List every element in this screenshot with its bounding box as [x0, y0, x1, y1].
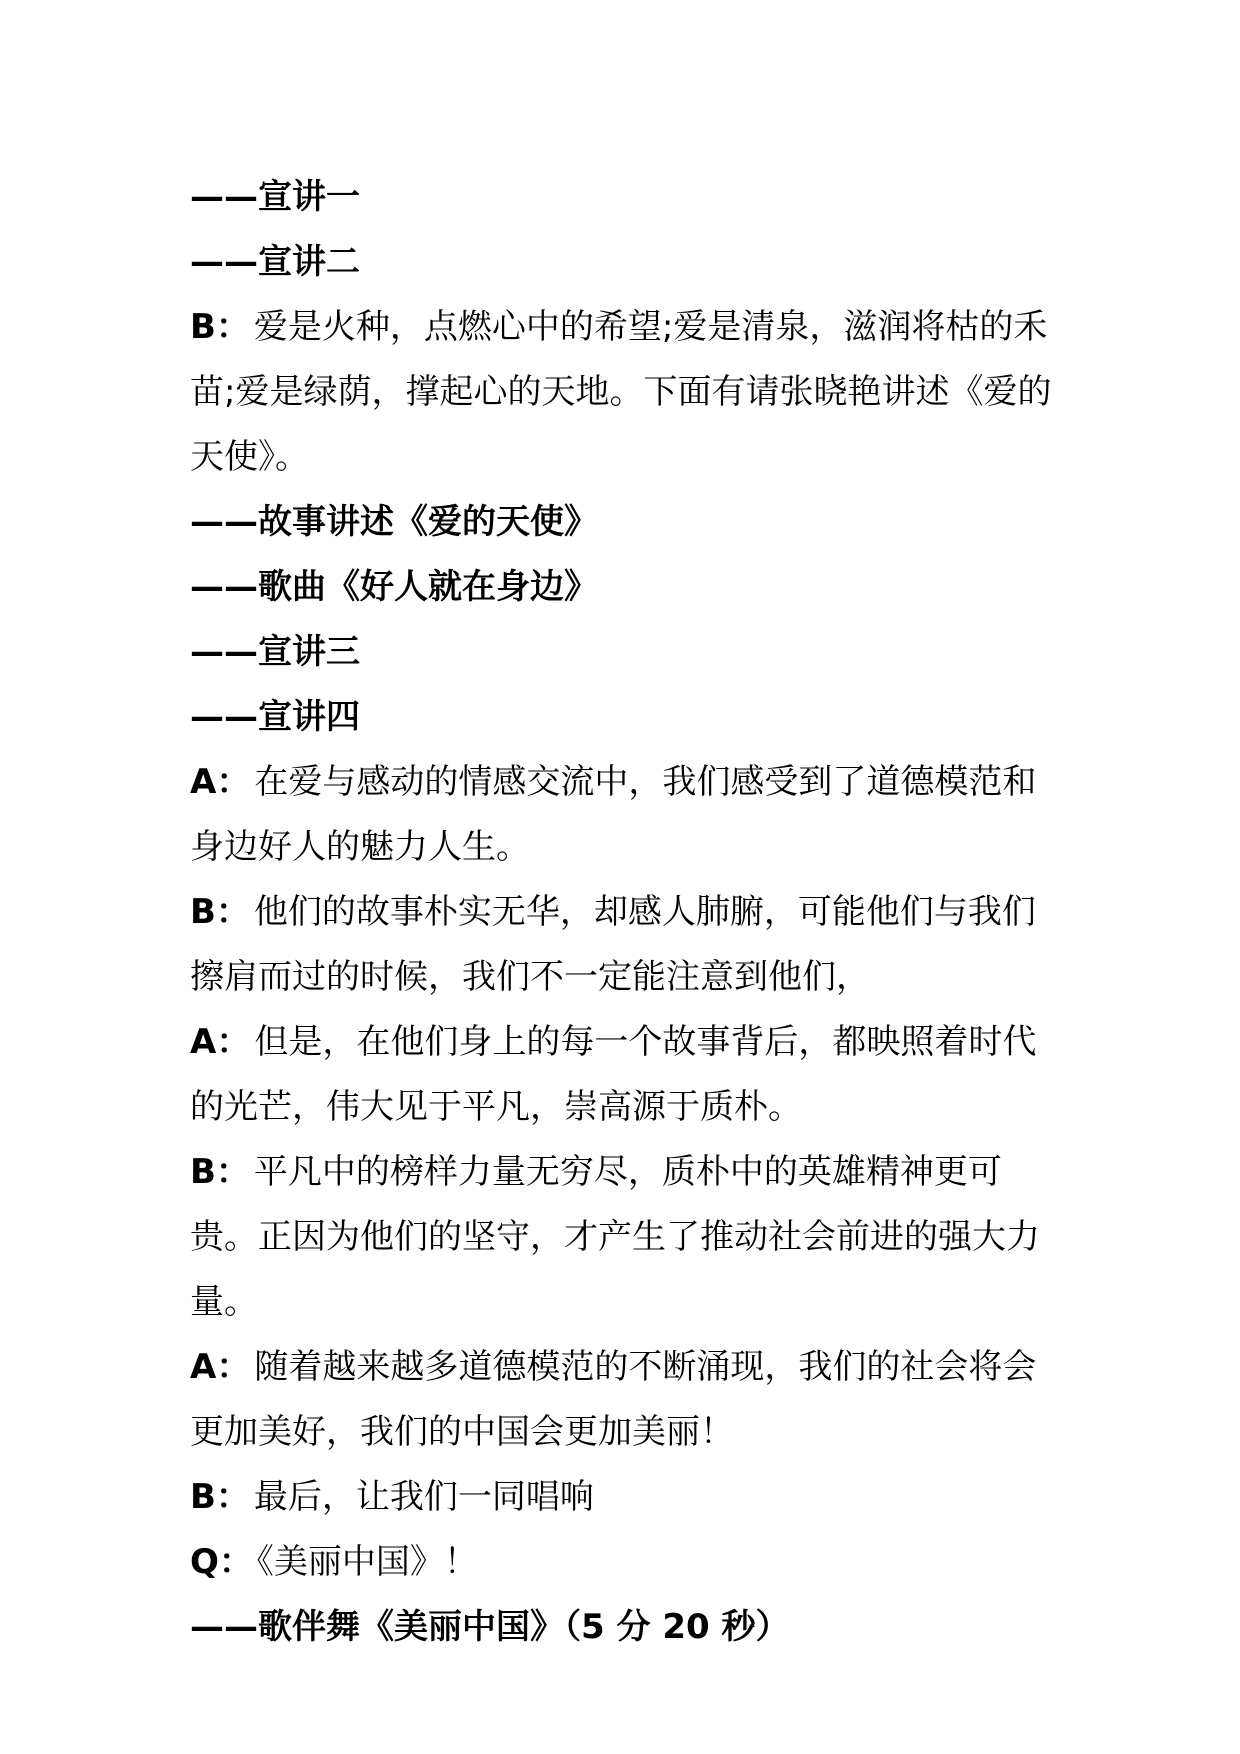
- speaker-label: A：: [190, 1022, 251, 1062]
- heading-xuanjiang-4: ——宣讲四: [190, 697, 360, 737]
- heading-xuanjiang-1: ——宣讲一: [190, 177, 360, 217]
- dialogue-paragraph: [190, 1335, 1060, 1465]
- heading-song-dance: ——歌伴舞《美丽中国》（5 分 20 秒）: [190, 1607, 790, 1647]
- heading-xuanjiang-3: ——宣讲三: [190, 632, 360, 672]
- speaker-label: B：: [190, 892, 250, 932]
- dialogue-paragraph: [190, 750, 1060, 880]
- dialogue-paragraph: [190, 1465, 1060, 1530]
- dialogue-text: 爱是火种，点燃心中的希望;爱是清泉，滋润将枯的禾苗;爱是绿荫，撑起心的天地。下面有请张晓艳讲述《爱的天使》。: [190, 307, 1052, 477]
- speaker-label: B：: [190, 307, 250, 347]
- dialogue-text: 但是，在他们身上的每一个故事背后，都映照着时代的光芒，伟大见于平凡，崇高源于质朴。: [190, 1022, 1037, 1127]
- dialogue-text: 随着越来越多道德模范的不断涌现，我们的社会将会更加美好，我们的中国会更加美丽！: [190, 1347, 1037, 1452]
- speaker-label: B：: [190, 1152, 250, 1192]
- dialogue-text: 平凡中的榜样力量无穷尽，质朴中的英雄精神更可贵。正因为他们的坚守，才产生了推动社会前进的强大力量。: [190, 1152, 1040, 1322]
- speaker-label: B：: [190, 1477, 250, 1517]
- dialogue-text: 在爱与感动的情感交流中，我们感受到了道德模范和身边好人的魅力人生。: [190, 762, 1037, 867]
- dialogue-text: 他们的故事朴实无华，却感人肺腑，可能他们与我们擦肩而过的时候，我们不一定能注意到他们，: [190, 892, 1036, 997]
- heading-song: ——歌曲《好人就在身边》: [190, 567, 598, 607]
- dialogue-paragraph: [190, 1140, 1060, 1335]
- speaker-label: Q：: [190, 1542, 253, 1582]
- dialogue-text: 最后，让我们一同唱响: [253, 1477, 594, 1517]
- speaker-label: A：: [190, 1347, 251, 1387]
- dialogue-paragraph: [190, 1010, 1060, 1140]
- dialogue-paragraph: [190, 1530, 1060, 1595]
- speaker-label: A：: [190, 762, 251, 802]
- dialogue-paragraph: [190, 295, 1060, 490]
- dialogue-text: 《美丽中国》！: [256, 1542, 478, 1582]
- heading-story: ——故事讲述《爱的天使》: [190, 502, 598, 542]
- heading-xuanjiang-2: ——宣讲二: [190, 242, 360, 282]
- dialogue-paragraph: [190, 880, 1060, 1010]
- document-body: [190, 165, 1060, 1660]
